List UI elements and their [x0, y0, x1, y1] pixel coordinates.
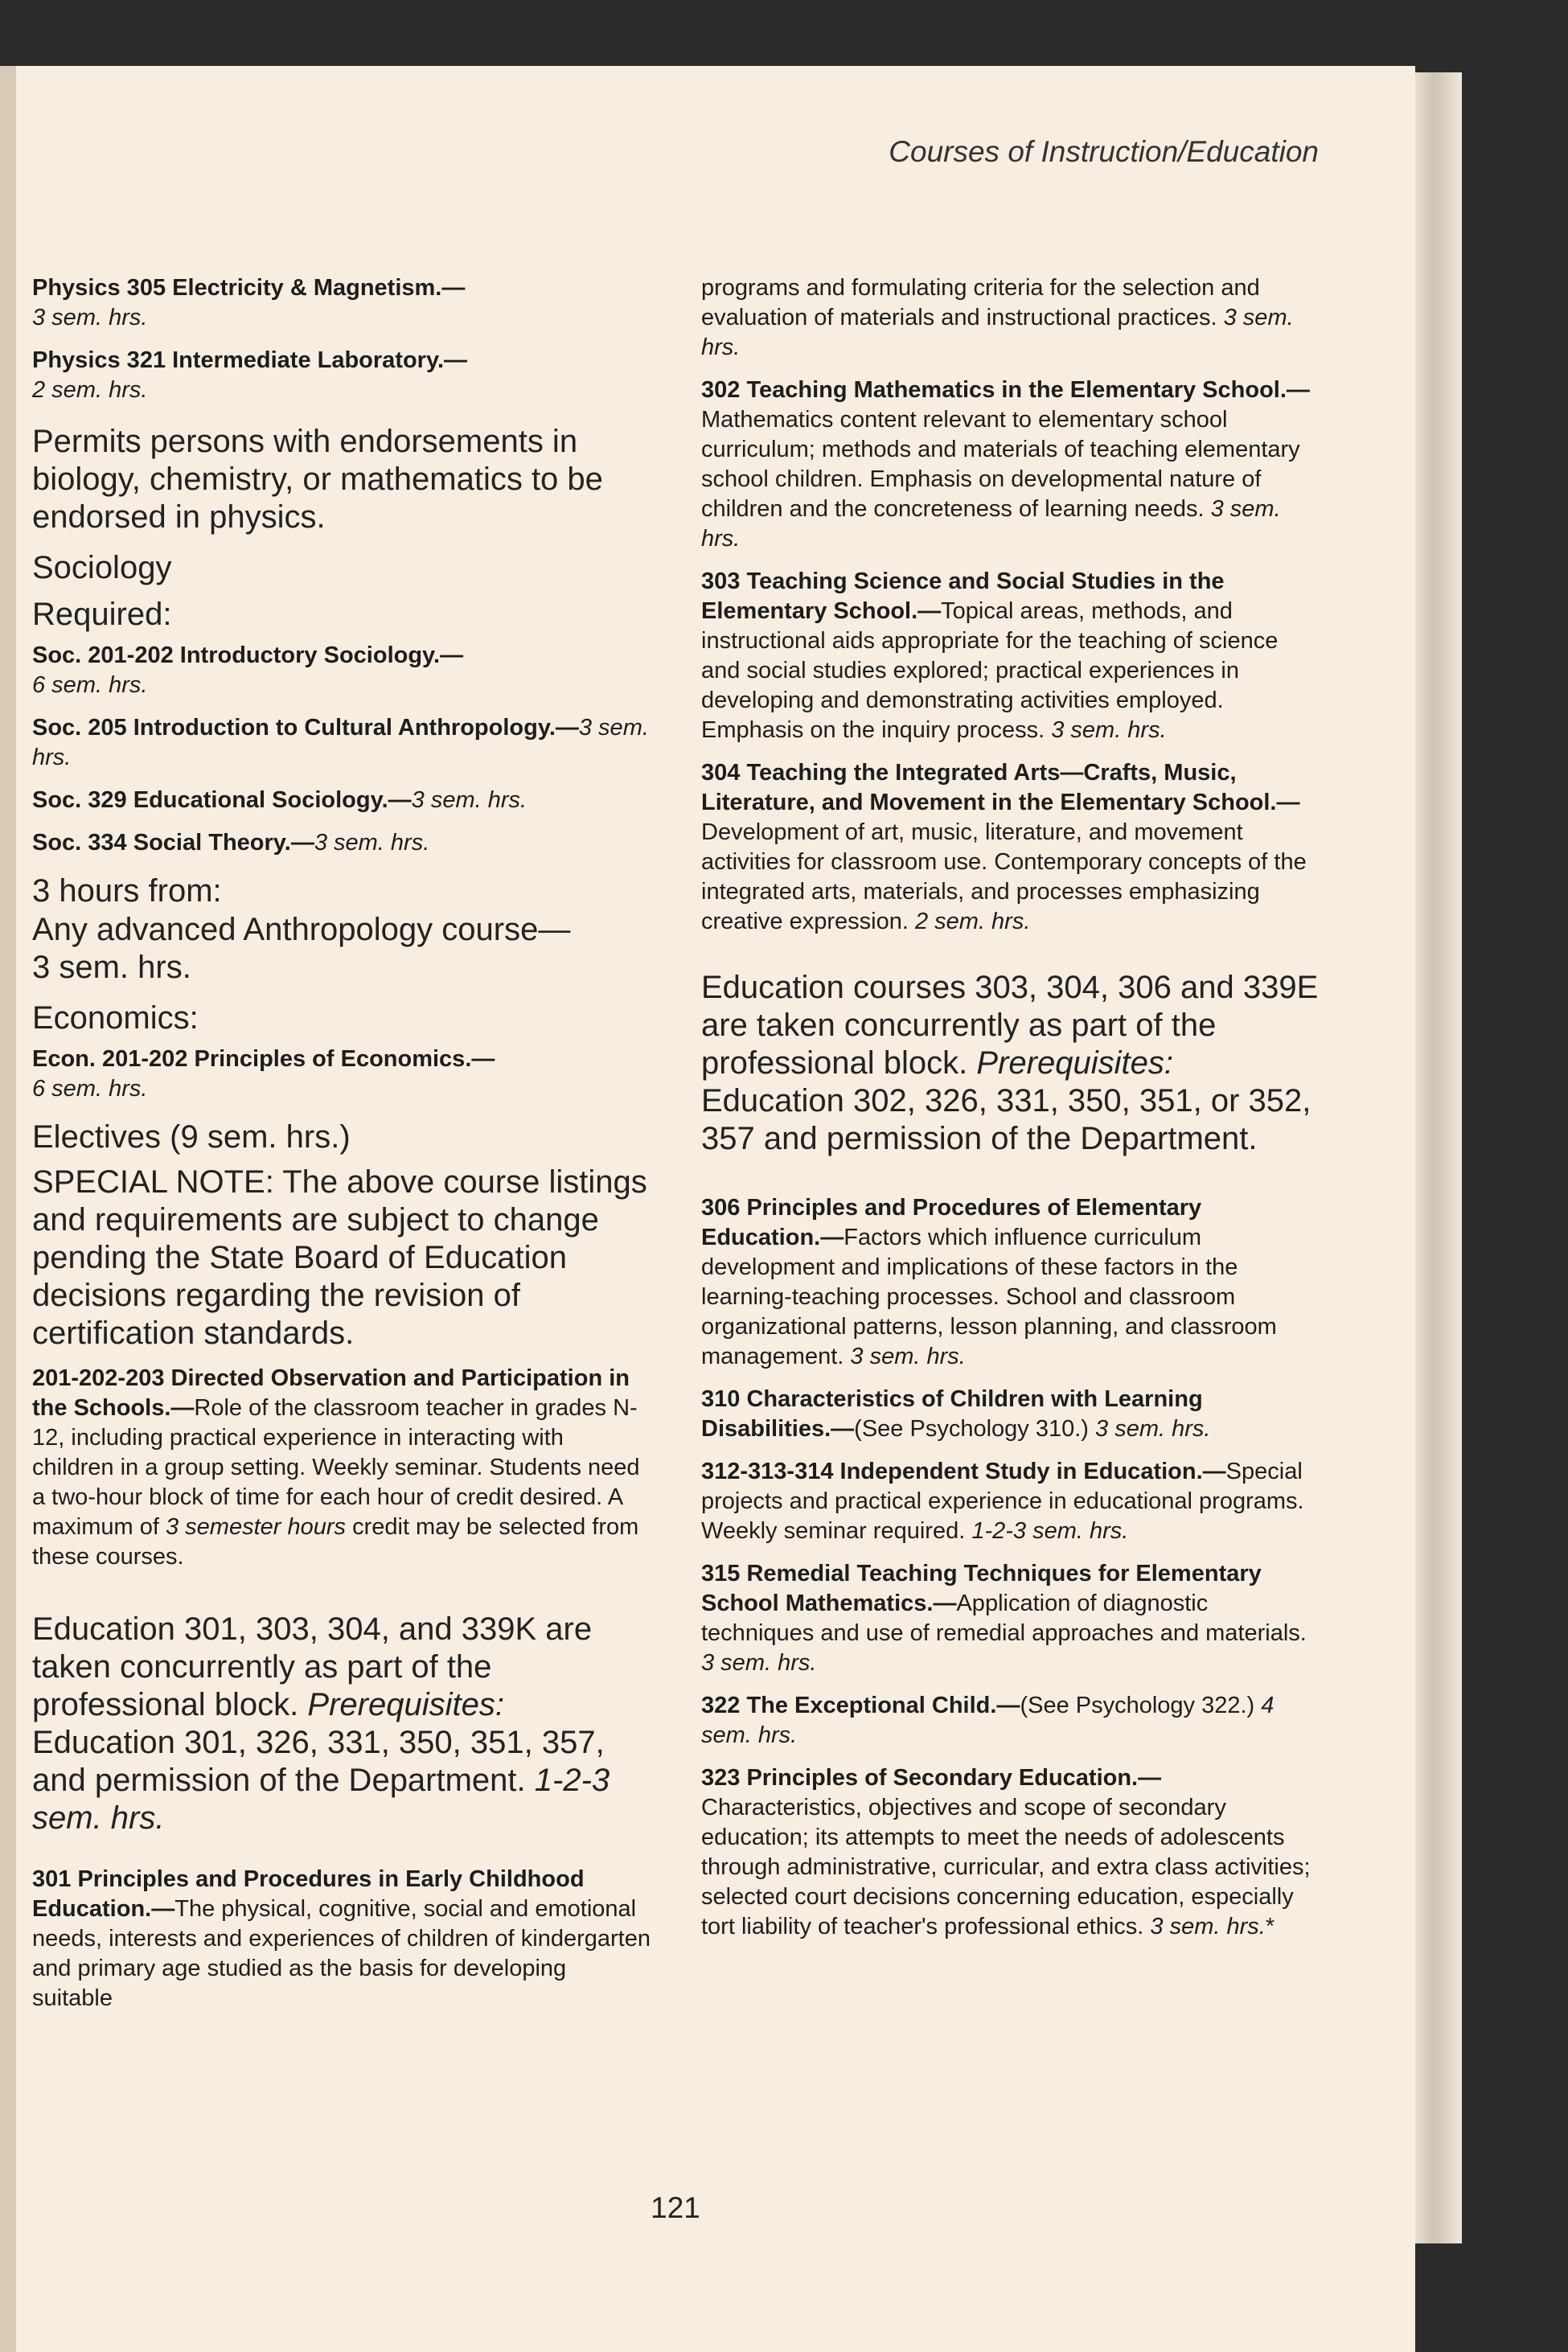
course-201-202-203: 201-202-203 Directed Observation and Participation in the Schools.—Role of the classroom teacher in grades N-12, including practical experience in interacting with children in a group setting. Weekly seminar. Students need a two-hour block of time for each hour of credit desired. A maximum of 3 semester hours credit may be selected from these courses. — [32, 1365, 640, 1570]
sociology-heading: Sociology — [32, 550, 172, 585]
course-301: 301 Principles and Procedures in Early Childhood Education.—The physical, cognitive, social and emotional needs, interests and experiences of children of kindergarten and primary age studied as the basis for developing suitable — [32, 1866, 651, 2011]
permits-paragraph: Permits persons with endorsements in biology, chemistry, or mathematics to be endorsed in physics. — [32, 424, 603, 535]
course-303: 303 Teaching Science and Social Studies in the Elementary School.—Topical areas, methods, and instructional aids appropriate for the teaching of science and social studies explored; practical experiences in developing and demonstrating activities employed. Emphasis on the inquiry process. 3 sem. hrs. — [701, 569, 1279, 743]
course-soc-329: Soc. 329 Educational Sociology.—3 sem. hrs. — [32, 787, 527, 813]
anthropology-line: Any advanced Anthropology course— 3 sem. hrs. — [32, 912, 571, 985]
required-heading: Required: — [32, 597, 172, 632]
course-physics-321: Physics 321 Intermediate Laboratory.— 2 sem. hrs. — [32, 347, 468, 403]
course-323: 323 Principles of Secondary Education.—Characteristics, objectives and scope of secondary education; its attempts to meet the needs of adolescents through administrative, curricular, and extra class activities; selected court decisions concerning education, especially tort liability of teacher's professional ethics. 3 sem. hrs.* — [701, 1765, 1311, 1939]
course-315: 315 Remedial Teaching Techniques for Elementary School Mathematics.—Application of diagnostic techniques and use of remedial approaches and materials. 3 sem. hrs. — [701, 1561, 1307, 1676]
right-column — [701, 273, 1320, 1955]
book-spine — [0, 66, 16, 2352]
page-number: 121 — [651, 2191, 700, 2224]
left-column — [32, 273, 651, 2026]
running-header: Courses of Instruction/Education — [889, 135, 1319, 168]
course-306: 306 Principles and Procedures of Elementary Education.—Factors which influence curriculum development and implications of these factors in the learning-teaching processes. School and classroom organizational patterns, lesson planning, and classroom management. 3 sem. hrs. — [701, 1195, 1277, 1369]
professional-block-note-right: Education courses 303, 304, 306 and 339E are taken concurrently as part of the professional block. Prerequisites: Education 302, 326, 331, 350, 351, or 352, 357 and permission of the Department. — [701, 970, 1319, 1156]
page-edge — [1415, 72, 1462, 2243]
footnote-asterisk: * — [1265, 1914, 1275, 1939]
economics-heading: Economics: — [32, 1000, 199, 1036]
course-310: 310 Characteristics of Children with Learning Disabilities.—(See Psychology 310.) 3 sem. hrs. — [701, 1386, 1211, 1442]
course-312-313-314: 312-313-314 Independent Study in Education.—Special projects and practical experience in educational programs. Weekly seminar required. 1-2-3 sem. hrs. — [701, 1459, 1304, 1544]
course-soc-201: Soc. 201-202 Introductory Sociology.— 6 sem. hrs. — [32, 642, 464, 698]
special-note: SPECIAL NOTE: The above course listings and requirements are subject to change pending the State Board of Education decisions regarding the revision of certification standards. — [32, 1164, 647, 1351]
course-soc-205: Soc. 205 Introduction to Cultural Anthropology.—3 sem. hrs. — [32, 715, 649, 770]
course-physics-305: Physics 305 Electricity & Magnetism.— 3 sem. hrs. — [32, 275, 466, 330]
electives-line: Electives (9 sem. hrs.) — [32, 1119, 351, 1155]
three-hours-heading: 3 hours from: — [32, 873, 222, 909]
course-322: 322 The Exceptional Child.—(See Psychology 322.) 4 sem. hrs. — [701, 1693, 1275, 1748]
course-econ-201: Econ. 201-202 Principles of Economics.— 6 sem. hrs. — [32, 1046, 495, 1102]
course-304: 304 Teaching the Integrated Arts—Crafts, Music, Literature, and Movement in the Elementary School.—Development of art, music, literature, and movement activities for classroom use. Contemporary concepts of the integrated arts, materials, and processes emphasizing creative expression. 2 sem. hrs. — [701, 760, 1307, 934]
course-302: 302 Teaching Mathematics in the Elementary School.—Mathematics content relevant to elementary school curriculum; methods and materials of teaching elementary school children. Emphasis on developmental nature of children and the concreteness of learning needs. 3 sem. hrs. — [701, 377, 1310, 552]
course-301-continued: programs and formulating criteria for the selection and evaluation of materials and instructional practices. 3 sem. hrs. — [701, 275, 1294, 360]
course-soc-334: Soc. 334 Social Theory.—3 sem. hrs. — [32, 830, 430, 856]
professional-block-note-left: Education 301, 303, 304, and 339K are taken concurrently as part of the professional block. Prerequisites: Education 301, 326, 331, 350, 351, 357, and permission of the Department. 1-2-3 sem. hrs. — [32, 1611, 610, 1836]
